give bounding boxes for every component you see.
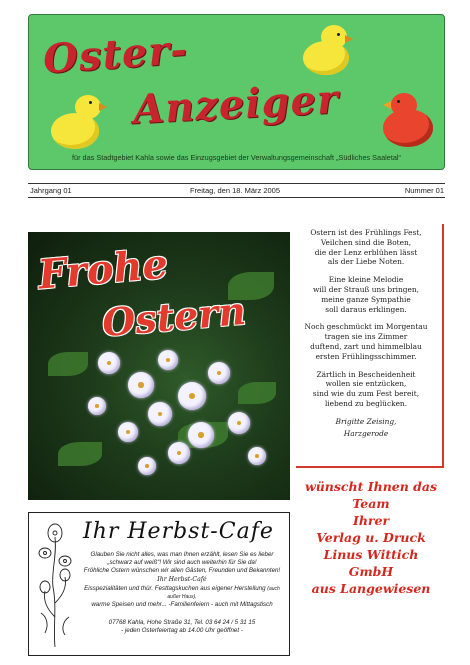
poem-line: soll daraus erklingen.	[325, 304, 407, 314]
poem-line: meine ganze Sympathie	[321, 294, 411, 304]
poem-line: Eine kleine Melodie	[328, 275, 404, 285]
poem-line: Zärtlich in Bescheidenheit	[316, 369, 416, 379]
greeting-line: Linus Wittich	[323, 547, 419, 562]
herbst-cafe-ad	[28, 512, 290, 656]
ad-text-line: warme Speisen und mehr... -Familienfeiern - auch mit Mittagstisch	[91, 601, 273, 609]
flower-bouquet-icon	[33, 517, 77, 651]
poem-line: duftend, zart und himmelblau	[310, 341, 422, 351]
masthead-subtitle: für das Stadtgebiet Kahla sowie das Einzugsgebiet der Verwaltungsgemeinschaft „Südliches Saaletal“	[72, 153, 401, 162]
divider	[28, 197, 445, 198]
poem-line: will der Strauß uns bringen,	[312, 284, 420, 294]
ad-text-line: „schwarz auf weiß“! Wir sind auch weiterhin für Sie da!	[107, 559, 257, 567]
red-chick-icon	[379, 91, 439, 149]
ad-signature: Ihr Herbst-Café	[157, 575, 207, 583]
poem-line: tragen sie ins Zimmer	[324, 332, 408, 342]
issue-date: Freitag, den 18. März 2005	[189, 186, 281, 195]
ad-text-line-main: Eisspezialitäten und thür. Festtagskuchen aus eigener Herstellung	[84, 585, 266, 592]
photo-title-line2: Ostern	[100, 287, 248, 346]
greeting-line: wünscht Ihnen das	[304, 479, 438, 494]
greeting-line: Verlag u. Druck	[316, 530, 426, 545]
easter-blossom-photo	[28, 232, 290, 500]
greeting-line: Team	[352, 496, 390, 511]
yellow-chick-icon	[49, 91, 111, 151]
photo-title-line1: Frohe	[36, 240, 170, 299]
poem-line: liebend zu beglücken.	[324, 398, 408, 408]
ad-opening-hours: - jeden Osterfeiertag ab 14.00 Uhr geöffnet -	[121, 627, 243, 635]
issue-volume: Jahrgang 01	[30, 186, 72, 195]
poem-line: die der Lenz erblühen lässt	[314, 247, 418, 257]
ad-text-line	[79, 585, 285, 601]
poem-line: wollen sie entzücken,	[325, 379, 407, 389]
poem-line: als der Liebe Noten.	[327, 257, 405, 267]
ad-text-block	[79, 585, 285, 610]
greeting-line: GmbH	[348, 564, 394, 579]
ad-text-line: Glauben Sie nicht alles, was man Ihnen erzählt, lesen Sie es lieber	[90, 551, 274, 558]
masthead-title-line2: Anzeiger	[131, 75, 341, 134]
poem-author-place: Harzgerode	[343, 428, 389, 438]
poem-line: ersten Frühlingsschimmer.	[315, 351, 417, 361]
publisher-greeting	[298, 478, 444, 597]
poem-line: Ostern ist des Frühlings Fest,	[310, 228, 422, 237]
poem	[296, 228, 436, 438]
poem-line: sind wie du zum Fest bereit,	[312, 389, 420, 399]
poem-line: Noch geschmückt im Morgentau	[304, 322, 428, 332]
masthead-title-line1: Oster-	[41, 26, 190, 83]
poem-stanza	[296, 370, 436, 409]
ad-text-line	[79, 567, 285, 583]
masthead	[28, 14, 445, 170]
yellow-chick-icon	[297, 21, 357, 77]
ad-text-line-main: Fröhliche Ostern wünschen wir allen Gästen, Freunden und Bekannten!	[83, 567, 281, 575]
ad-note: (auch außer Haus),	[167, 586, 280, 601]
poem-stanza	[296, 322, 436, 361]
greeting-line: aus Langewiesen	[311, 581, 431, 596]
poem-stanza	[296, 275, 436, 314]
ad-title: Ihr Herbst-Cafe	[83, 519, 274, 544]
ad-address: 07768 Kahla, Hohe Straße 31, Tel. 03 64 24 / 5 31 15	[108, 619, 256, 626]
ad-text-block	[79, 619, 285, 635]
poem-author-name: Brigitte Zeising,	[335, 416, 397, 426]
greeting-line: Ihrer	[352, 513, 390, 528]
poem-stanza	[296, 228, 436, 267]
issue-number: Nummer 01	[404, 186, 444, 195]
divider	[28, 183, 445, 184]
poem-box	[296, 224, 444, 468]
poem-line: Veilchen sind die Boten,	[320, 237, 412, 247]
ad-text-block	[79, 551, 285, 584]
